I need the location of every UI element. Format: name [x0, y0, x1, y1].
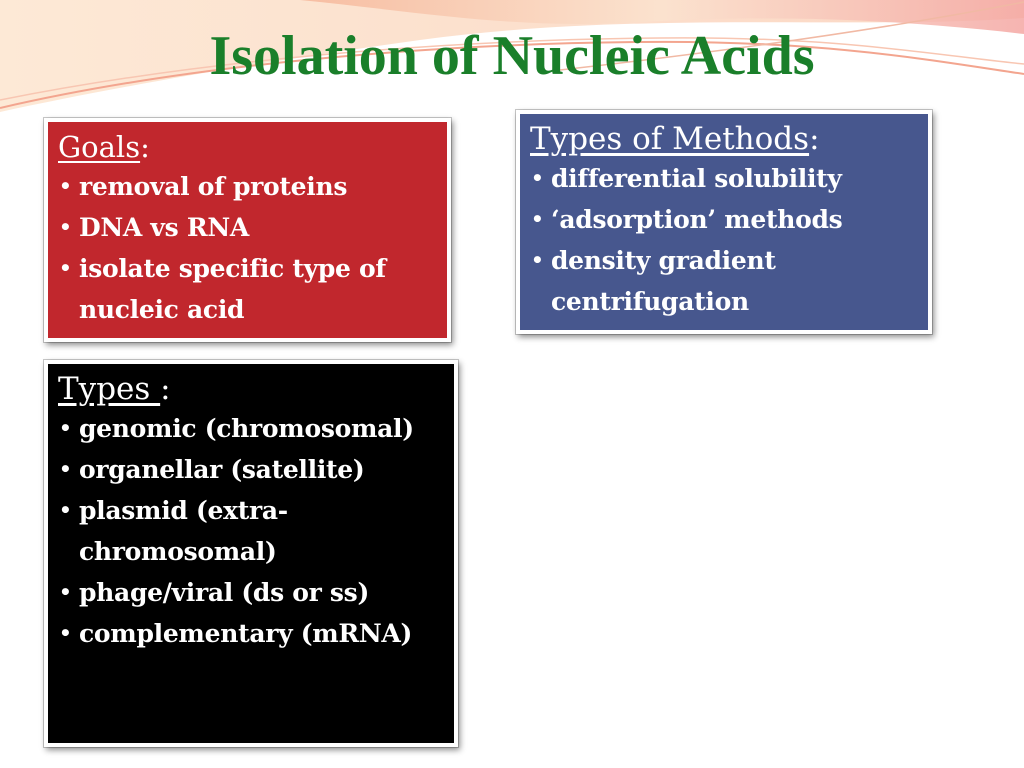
bullet-icon: • [59, 621, 72, 645]
goals-heading-colon: : [140, 130, 150, 164]
goals-heading [58, 128, 435, 166]
types-heading-label: Types [58, 371, 161, 407]
methods-heading-label: Types of Methods [530, 121, 810, 157]
list-item-text: genomic (chromosomal) [79, 414, 414, 443]
list-item [58, 613, 442, 654]
list-item [530, 158, 916, 199]
list-item [58, 207, 435, 248]
bullet-icon: • [59, 215, 72, 239]
list-item [58, 408, 442, 449]
bullet-icon: • [59, 174, 72, 198]
methods-heading [530, 120, 916, 158]
types-heading [58, 370, 442, 408]
types-box [44, 360, 458, 747]
list-item-text: complementary (mRNA) [79, 619, 413, 648]
methods-heading-colon: : [809, 121, 820, 157]
list-item [58, 572, 442, 613]
types-list [58, 408, 442, 654]
list-item-text: phage/viral (ds or ss) [79, 578, 369, 607]
list-item [58, 248, 435, 330]
bullet-icon: • [59, 498, 72, 522]
bullet-icon: • [531, 248, 544, 272]
list-item-text: density gradient centrifugation [551, 246, 776, 316]
bullet-icon: • [531, 207, 544, 231]
types-heading-colon: : [160, 371, 171, 407]
goals-heading-label: Goals [58, 130, 141, 164]
list-item-text: plasmid (extra-chromosomal) [79, 496, 288, 566]
bullet-icon: • [531, 166, 544, 190]
list-item-text: ‘adsorption’ methods [551, 205, 843, 234]
list-item-text: organellar (satellite) [79, 455, 365, 484]
list-item-text: differential solubility [551, 164, 842, 193]
methods-list [530, 158, 916, 322]
list-item-text: DNA vs RNA [79, 213, 249, 242]
list-item [58, 449, 442, 490]
list-item-text: removal of proteins [79, 172, 348, 201]
methods-box [516, 110, 932, 334]
bullet-icon: • [59, 256, 72, 280]
list-item [530, 199, 916, 240]
slide-title: Isolation of Nucleic Acids [209, 25, 815, 87]
goals-list [58, 166, 435, 330]
bullet-icon: • [59, 457, 72, 481]
bullet-icon: • [59, 416, 72, 440]
list-item [58, 490, 442, 572]
list-item-text: isolate specific type of nucleic acid [79, 254, 386, 324]
list-item [58, 166, 435, 207]
goals-box [44, 118, 451, 342]
list-item [530, 240, 916, 322]
bullet-icon: • [59, 580, 72, 604]
